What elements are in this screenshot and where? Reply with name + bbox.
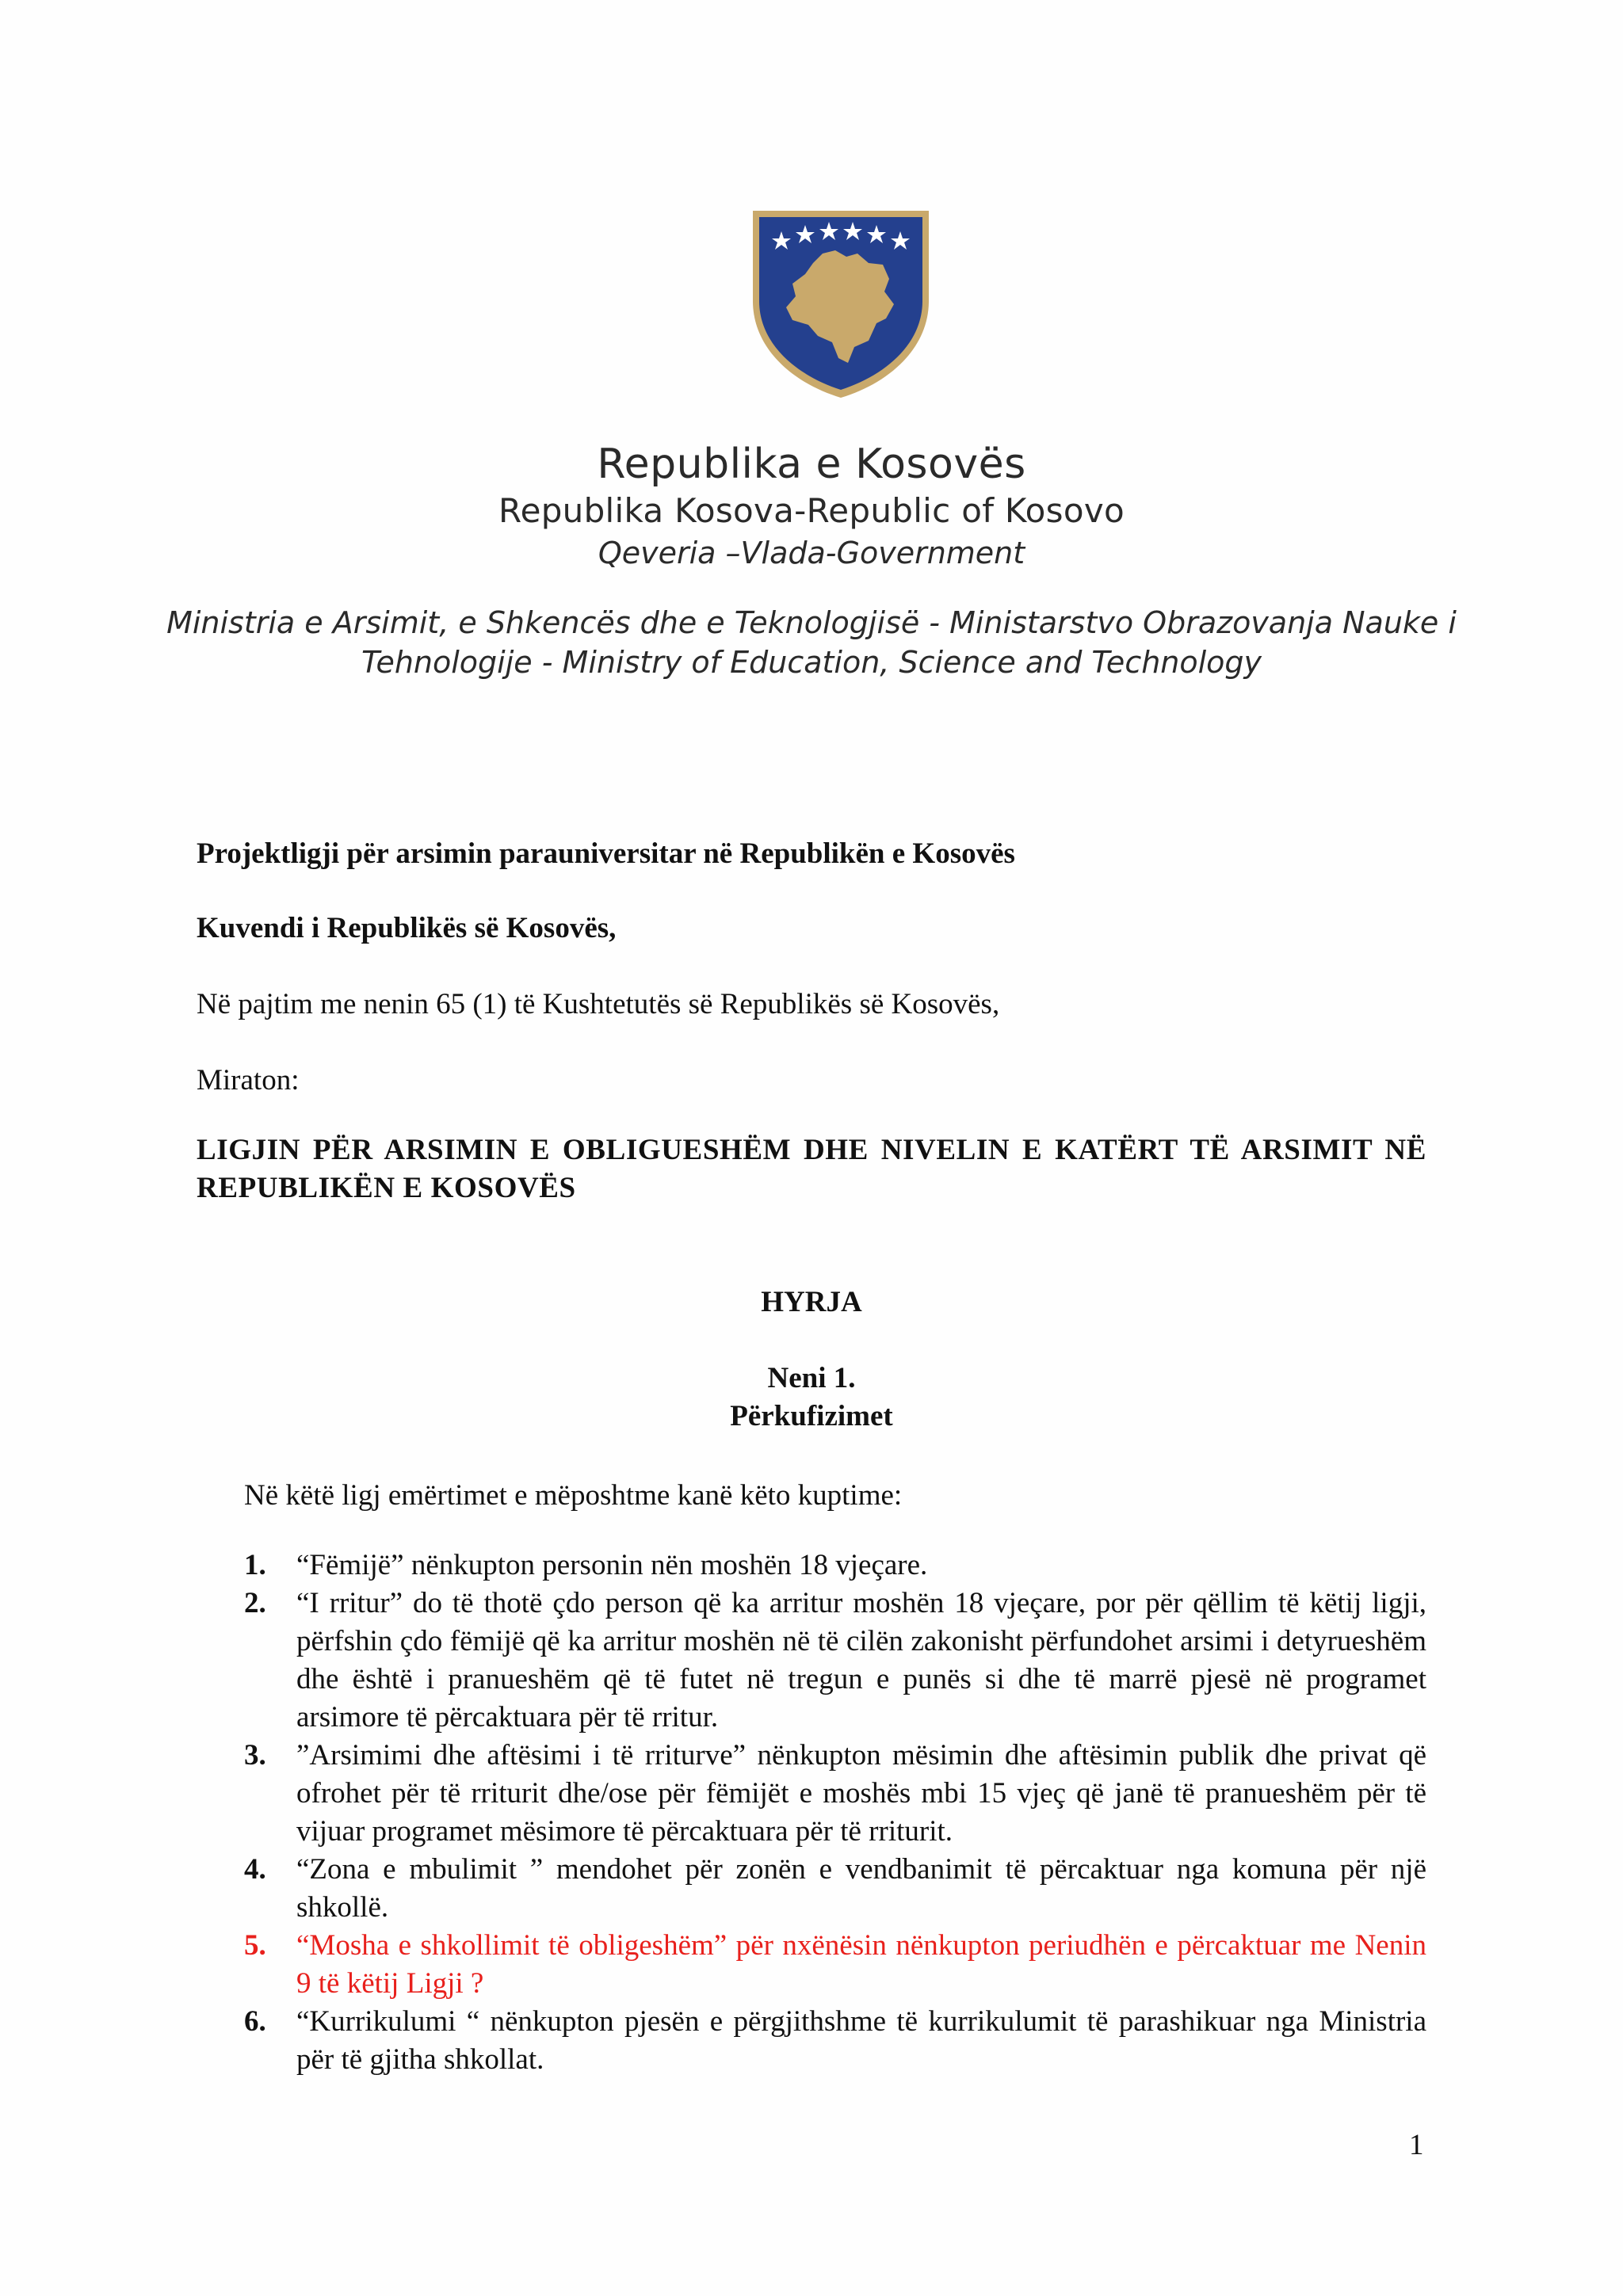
- government-name: Qeveria –Vlada-Government: [598, 536, 1025, 570]
- country-name-multilingual: Republika Kosova-Republic of Kosovo: [498, 491, 1125, 530]
- list-item-number: 2.: [244, 1587, 266, 1619]
- article-title: Përkufizimet: [730, 1400, 893, 1432]
- page-number: 1: [1409, 2129, 1424, 2161]
- definitions-intro: Në këtë ligj emërtimet e mëposhtme kanë këto kuptime:: [244, 1479, 903, 1512]
- ministry-name-line1: Ministria e Arsimit, e Shkencës dhe e Teknologjisë - Ministarstvo Obrazovanja Nauke i: [166, 605, 1457, 640]
- list-item: [244, 1547, 1426, 1585]
- list-item-text: “I rritur” do të thotë çdo person që ka arritur moshën 18 vjeçare, por për qëllim të këtij ligji, përfshin çdo fëmijë që ka arritur moshën në të cilën zakonisht përfundohet arsimi i detyrueshëm dhe është i pranueshëm që të futet në tregun e punës si dhe të marrë pjesë në programet arsimore të përcaktuara për të rritur.: [296, 1587, 1426, 1733]
- approves-label: Miraton:: [197, 1064, 300, 1097]
- list-item-text: “Zona e mbulimit ” mendohet për zonën e vendbanimit të përcaktuar nga komuna për një shkollë.: [296, 1853, 1426, 1924]
- list-item: [244, 1737, 1426, 1851]
- assembly-heading: Kuvendi i Republikës së Kosovës,: [197, 912, 617, 944]
- list-item-highlighted: [244, 1927, 1426, 2003]
- list-item-number: 5.: [244, 1929, 266, 1962]
- list-item-number: 6.: [244, 2005, 266, 2038]
- section-heading: HYRJA: [761, 1286, 862, 1318]
- draft-law-title: Projektligji për arsimin parauniversitar në Republikën e Kosovës: [197, 837, 1015, 870]
- list-item-text: “Fëmijë” nënkupton personin nën moshën 18 vjeçare.: [296, 1549, 928, 1581]
- ministry-name-line2: Tehnologije - Ministry of Education, Science and Technology: [361, 645, 1262, 680]
- pursuant-clause: Në pajtim me nenin 65 (1) të Kushtetutës së Republikës së Kosovës,: [197, 988, 1000, 1020]
- list-item-text: ”Arsimimi dhe aftësimi i të rriturve” nënkupton mësimin dhe aftësimin publik dhe privat që ofrohet për të rriturit dhe/ose për fëmijët e moshës mbi 15 vjeç që janë të pranueshëm për të vijuar programet mësimore të përcaktuara për të rriturit.: [296, 1739, 1426, 1848]
- list-item: [244, 1585, 1426, 1737]
- country-name: Republika e Kosovës: [597, 441, 1026, 488]
- coat-of-arms-emblem: [750, 208, 932, 401]
- definitions-list: [244, 1547, 1426, 2079]
- article-number: Neni 1.: [767, 1362, 856, 1394]
- list-item-number: 4.: [244, 1853, 266, 1886]
- law-title: LIGJIN PËR ARSIMIN E OBLIGUESHËM DHE NIVELIN E KATËRT TË ARSIMIT NË REPUBLIKËN E KOSOVËS: [197, 1134, 1426, 1204]
- list-item: [244, 1851, 1426, 1927]
- list-item: [244, 2003, 1426, 2079]
- list-item-number: 1.: [244, 1549, 266, 1581]
- list-item-number: 3.: [244, 1739, 266, 1772]
- list-item-text: “Kurrikulumi “ nënkupton pjesën e përgjithshme të kurrikulumit të parashikuar nga Ministria për të gjitha shkollat.: [296, 2005, 1426, 2076]
- list-item-text: “Mosha e shkollimit të obligeshëm” për nxënësin nënkupton periudhën e përcaktuar me Nenin 9 të këtij Ligji ?: [296, 1929, 1426, 2000]
